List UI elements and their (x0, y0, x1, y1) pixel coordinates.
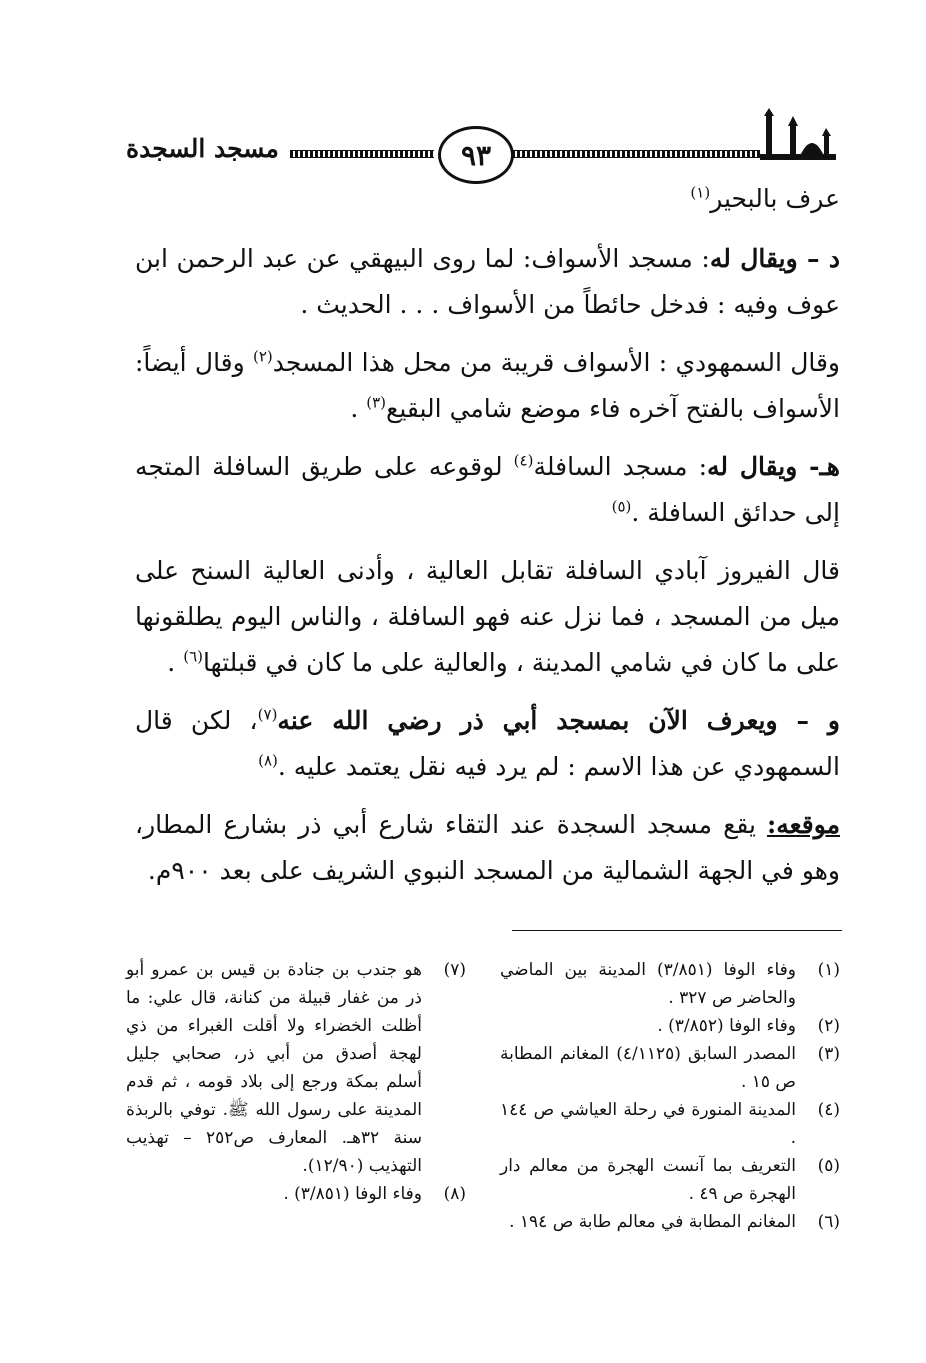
page-number: ٩٣ (438, 126, 514, 184)
footnote-item (500, 956, 840, 1012)
paragraph-5 (135, 698, 840, 790)
footnote-ref[interactable]: (٢) (253, 347, 273, 366)
paragraph-lead: موقعه: (767, 810, 840, 839)
paragraph-lead: د – ويقال له (709, 244, 840, 273)
footnote-number: (٢) (817, 1016, 840, 1036)
footnotes-left-column (126, 956, 466, 1208)
footnote-number: (٦) (817, 1212, 840, 1232)
paragraph-1 (135, 236, 840, 328)
footnotes-right-column (500, 956, 840, 1236)
footnote-text: وفاء الوفا (٣/٨٥١) المدينة بين الماضي والحاضر ص ٣٢٧ . (500, 960, 796, 1008)
footnote-ref[interactable]: (٨) (258, 751, 278, 770)
footnote-text: التعريف بما آنست الهجرة من معالم دار الهجرة ص ٤٩ . (500, 1156, 796, 1204)
text: لوقوعه على طريق السافلة المتجه إلى حدائق السافلة . (135, 452, 840, 527)
footnote-number: (٨) (443, 1184, 466, 1204)
text: وقال السمهودي : الأسواف قريبة من محل هذا المسجد (272, 348, 840, 377)
text: عرف بالبحير (710, 184, 840, 213)
running-title: مسجد السجدة (126, 134, 279, 163)
footnote-text: وفاء الوفا (٣/٨٥١) . (283, 1184, 422, 1204)
footnote-item (126, 956, 466, 1180)
footnote-text: هو جندب بن جنادة بن قيس بن عمرو أبو ذر من غفار قبيلة من كنانة، قال علي: ما أظلت الخضراء ولا أقلت الغبراء من ذي لهجة أصدق من أبي ذر، صحابي جليل أسلم بمكة ورجع إلى بلاد قومه ، ثم قدم المدينة على رسول الله ﷺ. توفي بالربذة سنة ٣٢هـ. المعارف ص٢٥٢ – تهذيب التهذيب (١٢/٩٠). (126, 960, 422, 1176)
footnote-number: (٧) (443, 960, 466, 980)
footnote-item (500, 1096, 840, 1152)
footnote-text: وفاء الوفا (٣/٨٥٢) . (657, 1016, 796, 1036)
footnote-ref[interactable]: (٣) (366, 393, 387, 412)
text: وقال أيضاً: الأسواف بالفتح آخره فاء موضع شامي البقيع (135, 348, 840, 423)
footnote-number: (٣) (817, 1044, 840, 1064)
footnote-item (500, 1208, 840, 1236)
footnote-text: المصدر السابق (٤/١١٢٥) المغانم المطابة ص ١٥ . (500, 1044, 796, 1092)
text: : مسجد الأسواف: لما روى البيهقي عن عبد الرحمن ابن عوف وفيه : فدخل حائطاً من الأسواف . . . الحديث . (135, 244, 840, 319)
paragraph-lead: هـ- ويقال له (707, 452, 840, 481)
footnote-text: المدينة المنورة في رحلة العياشي ص ١٤٤ . (500, 1100, 796, 1148)
paragraph-0 (135, 176, 840, 222)
footnote-item (500, 1012, 840, 1040)
footnote-number: (٤) (817, 1100, 840, 1120)
footnote-item (500, 1040, 840, 1096)
text: . (167, 648, 184, 677)
text: : مسجد السافلة (533, 452, 708, 481)
header-rule-right (512, 150, 760, 158)
footnote-ref[interactable]: (٤) (513, 451, 534, 470)
paragraph-4 (135, 548, 840, 686)
text: ، لكن قال السمهودي عن هذا الاسم : لم يرد فيه نقل يعتمد عليه . (135, 706, 840, 781)
footnote-ref[interactable]: (٧) (257, 705, 278, 724)
text: يقع مسجد السجدة عند التقاء شارع أبي ذر بشارع المطار، وهو في الجهة الشمالية من المسجد النبوي الشريف على بعد ٩٠٠م. (135, 810, 840, 885)
main-text (135, 176, 840, 906)
footnote-ref[interactable]: (١) (690, 183, 711, 202)
footnote-text: المغانم المطابة في معالم طابة ص ١٩٤ . (509, 1212, 796, 1232)
footnote-item (500, 1152, 840, 1208)
footnote-number: (١) (817, 960, 840, 980)
paragraph-6 (135, 802, 840, 894)
footnote-separator (512, 930, 842, 931)
header-rule-left (290, 150, 434, 158)
mosque-icon (760, 108, 840, 168)
text: قال الفيروز آبادي السافلة تقابل العالية ، وأدنى العالية السنح على ميل من المسجد ، فما نزل عنه فهو السافلة ، والناس اليوم يطلقونها على ما كان في شامي المدينة ، والعالية على ما كان في قبلتها (135, 556, 840, 677)
text: . (350, 394, 367, 423)
footnote-ref[interactable]: (٥) (611, 497, 632, 516)
footnote-number: (٥) (817, 1156, 840, 1176)
paragraph-3 (135, 444, 840, 536)
footnote-item (126, 1180, 466, 1208)
paragraph-2 (135, 340, 840, 432)
footnote-ref[interactable]: (٦) (183, 647, 203, 666)
paragraph-lead: و – ويعرف الآن بمسجد أبي ذر رضي الله عنه (277, 706, 841, 735)
